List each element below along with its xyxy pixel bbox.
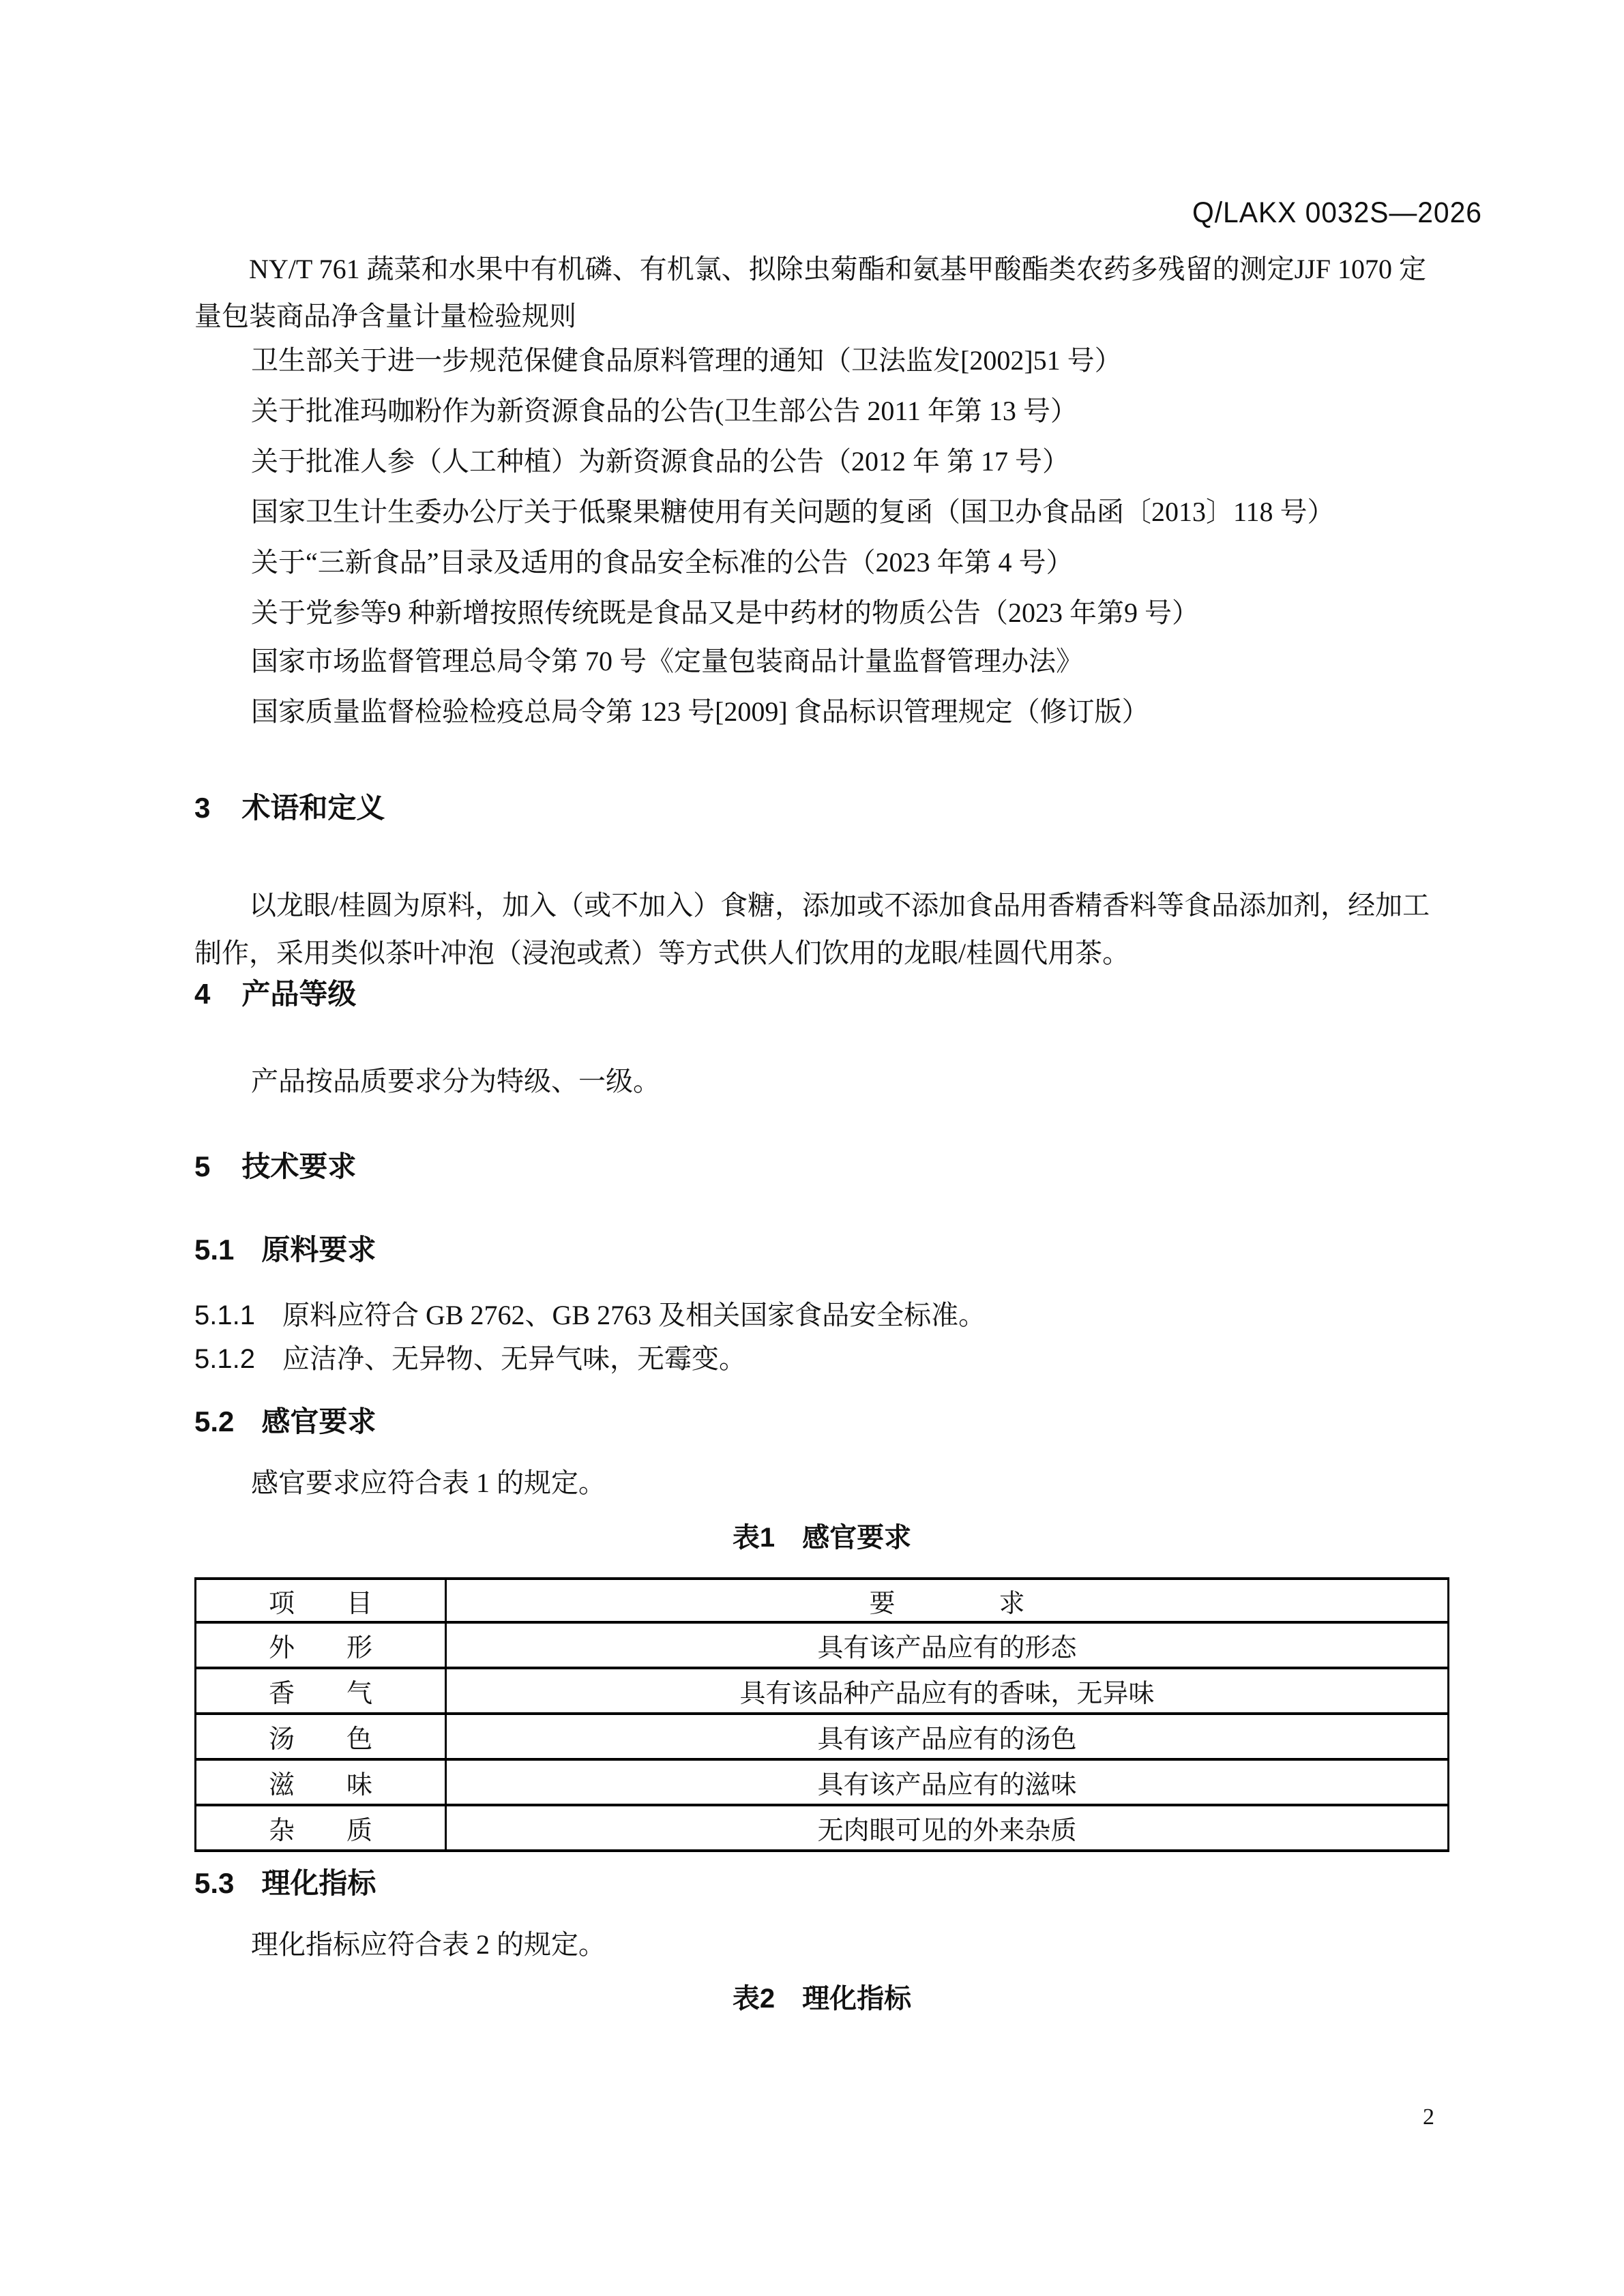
- table-cell: 无肉眼可见的外来杂质: [446, 1805, 1449, 1851]
- table-2-caption: 表2 理化指标: [732, 1984, 912, 2014]
- table-cell: 具有该产品应有的汤色: [446, 1714, 1449, 1759]
- table-row: [196, 1759, 1449, 1805]
- section-number: 5.1: [194, 1234, 235, 1266]
- reference-item: 关于批准人参（人工种植）为新资源食品的公告（2012 年 第 17 号）: [251, 446, 1069, 477]
- clause-number: 5.1.2: [194, 1344, 255, 1374]
- table-row: [196, 1714, 1449, 1759]
- section-4-paragraph: 产品按品质要求分为特级、一级。: [251, 1066, 660, 1097]
- section-5-2-paragraph: 感官要求应符合表 1 的规定。: [251, 1467, 606, 1498]
- reference-item: 关于党参等9 种新增按照传统既是食品又是中药材的物质公告（2023 年第9 号）: [251, 597, 1199, 628]
- section-title: 技术要求: [241, 1150, 357, 1182]
- reference-item: 关于“三新食品”目录及适用的食品安全标准的公告（2023 年第 4 号）: [251, 547, 1074, 578]
- table-row: [196, 1622, 1449, 1668]
- reference-item: 国家市场监督管理总局令第 70 号《定量包装商品计量监督管理办法》: [251, 646, 1083, 676]
- page-number: 2: [1423, 2104, 1434, 2130]
- table-cell: 具有该产品应有的形态: [446, 1622, 1449, 1668]
- clause-text: 应洁净、无异物、无异气味，无霉变。: [282, 1343, 746, 1374]
- section-title: 理化指标: [261, 1867, 377, 1899]
- table-cell: 具有该品种产品应有的香味，无异味: [446, 1668, 1449, 1714]
- section-heading-4: [194, 977, 1449, 1011]
- section-number: 5: [194, 1150, 211, 1182]
- table-cell: 滋 味: [196, 1759, 446, 1805]
- table-row: [196, 1805, 1449, 1851]
- sensory-requirements-table: [194, 1577, 1449, 1852]
- section-number: 4: [194, 978, 211, 1010]
- clause-5-1-1: [194, 1299, 1449, 1332]
- clause-5-1-2: [194, 1343, 1449, 1375]
- section-3-paragraph: 以龙眼/桂圆为原料，加入（或不加入）食糖，添加或不添加食品用香精香料等食品添加剂，经加工制作，采用类似茶叶冲泡（浸泡或煮）等方式供人们饮用的龙眼/桂圆代用茶。: [194, 890, 1430, 968]
- reference-item: 国家卫生计生委办公厅关于低聚果糖使用有关问题的复函（国卫办食品函〔2013〕118 号）: [251, 496, 1335, 527]
- table-cell: 具有该产品应有的滋味: [446, 1759, 1449, 1805]
- section-heading-5-1: [194, 1233, 1449, 1267]
- table-header-item: 项 目: [196, 1579, 446, 1622]
- reference-item: 关于批准玛咖粉作为新资源食品的公告(卫生部公告 2011 年第 13 号）: [251, 396, 1078, 426]
- reference-item-wrapped: NY/T 761 蔬菜和水果中有机磷、有机氯、拟除虫菊酯和氨基甲酸酯类农药多残留的测定JJF 1070 定量包装商品净含量计量检验规则: [194, 254, 1426, 331]
- section-5-3-paragraph: 理化指标应符合表 2 的规定。: [251, 1929, 606, 1960]
- table-cell: 香 气: [196, 1668, 446, 1714]
- doc-number-header: Q/LAKX 0032S—2026: [1192, 196, 1482, 229]
- section-title: 感官要求: [261, 1405, 377, 1437]
- table-1-caption: 表1 感官要求: [732, 1523, 912, 1553]
- table-header-requirement: 要 求: [446, 1579, 1449, 1622]
- section-number: 3: [194, 792, 211, 824]
- section-heading-5-2: [194, 1405, 1449, 1439]
- section-number: 5.3: [194, 1867, 235, 1899]
- table-row: [196, 1668, 1449, 1714]
- section-heading-5: [194, 1150, 1449, 1184]
- section-number: 5.2: [194, 1405, 235, 1437]
- table-cell: 杂 质: [196, 1805, 446, 1851]
- section-title: 产品等级: [241, 978, 357, 1010]
- reference-item: 国家质量监督检验检疫总局令第 123 号[2009] 食品标识管理规定（修订版）: [251, 696, 1149, 727]
- section-heading-5-3: [194, 1866, 1449, 1900]
- reference-item: 卫生部关于进一步规范保健食品原料管理的通知（卫法监发[2002]51 号）: [251, 345, 1122, 376]
- table-header-row: [196, 1579, 1449, 1622]
- clause-number: 5.1.1: [194, 1300, 255, 1330]
- clause-text: 原料应符合 GB 2762、GB 2763 及相关国家食品安全标准。: [282, 1300, 986, 1330]
- table-cell: 外 形: [196, 1622, 446, 1668]
- table-cell: 汤 色: [196, 1714, 446, 1759]
- section-title: 术语和定义: [241, 792, 385, 824]
- section-heading-3: [194, 791, 1449, 825]
- section-title: 原料要求: [261, 1234, 377, 1266]
